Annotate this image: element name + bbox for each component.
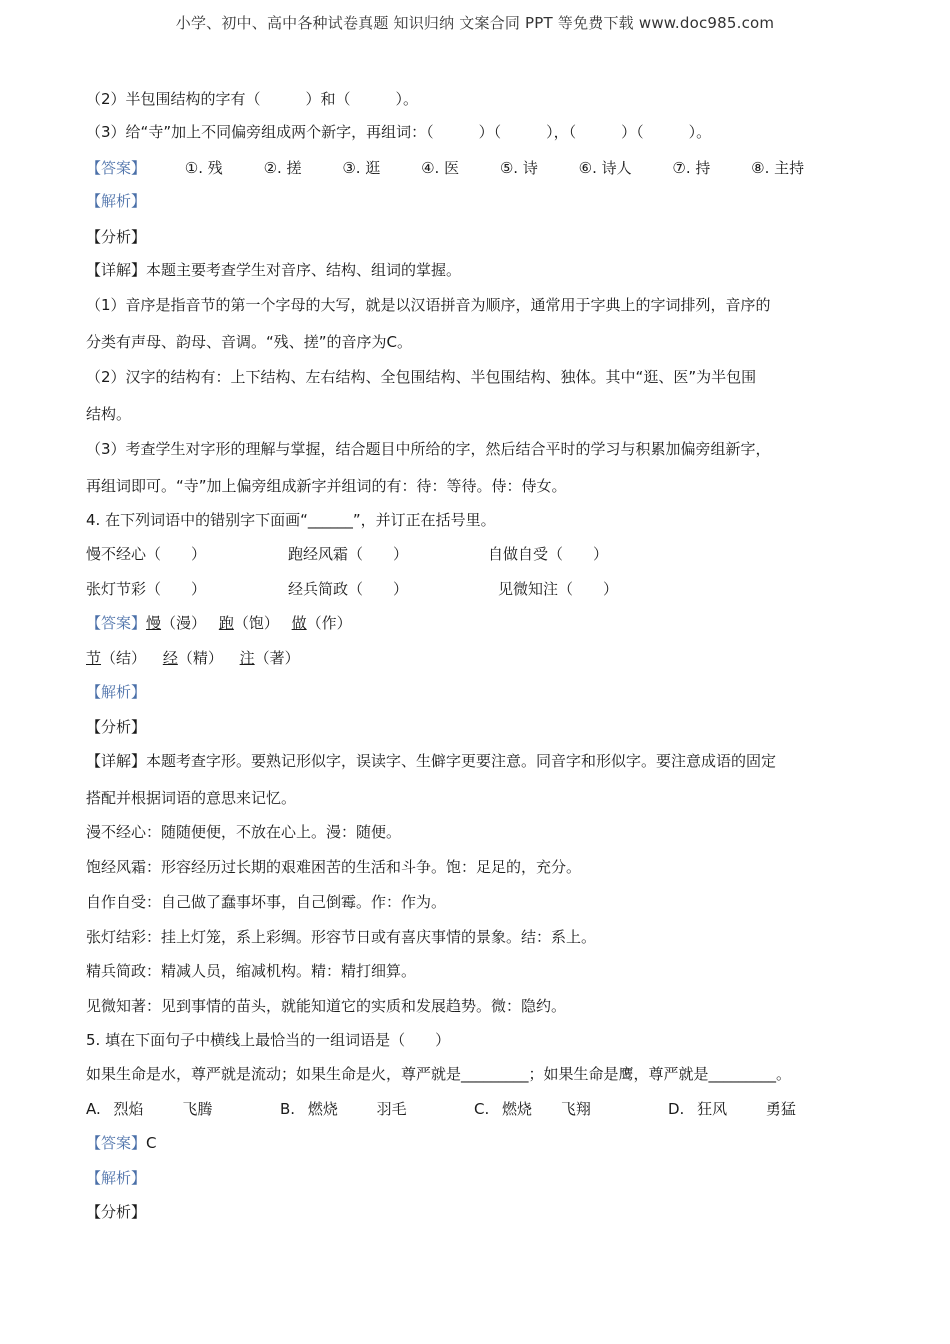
option-label: B.: [280, 1100, 296, 1118]
q4-word: 跑经风霜（ ）: [288, 545, 409, 563]
q4-detail-a: 【详解】本题考查字形。要熟记形似字，误读字、生僻字更要注意。同音字和形似字。要注意成语的固定: [86, 752, 777, 770]
q3-p1b: 分类有声母、韵母、音调。“残、搓”的音序为C。: [86, 333, 413, 351]
q4-analysis-label: 【解析】: [86, 683, 147, 701]
q3-p2b: 结构。: [86, 405, 132, 423]
answer-item: ⑦. 持: [672, 159, 711, 177]
answer-value: C: [146, 1134, 157, 1152]
answer-item: ⑥. 诗人: [578, 159, 632, 177]
q3-detail: 【详解】本题主要考查学生对音序、结构、组词的掌握。: [86, 261, 462, 279]
answer-item: ⑧. 主持: [751, 159, 805, 177]
answer-char: 做: [291, 614, 307, 632]
q4-detail-b: 搭配并根据词语的意思来记忆。: [86, 789, 297, 807]
option-word: 飞腾: [182, 1100, 213, 1118]
answer-char: 经: [162, 649, 178, 667]
q4-word: 慢不经心（ ）: [86, 545, 207, 563]
q4-answer-row2: [86, 647, 300, 669]
answer-item: ②. 搓: [263, 159, 302, 177]
answer-char: 注: [239, 649, 255, 667]
page-header: 小学、初中、高中各种试卷真题 知识归纳 文案合同 PPT 等免费下载 www.doc985.com: [175, 14, 775, 32]
answer-char: 节: [86, 649, 102, 667]
answer-fix: （结）: [101, 649, 147, 667]
q3-line2: （2）半包围结构的字有（ ）和（ ）。: [86, 90, 419, 108]
q3-answer: [86, 157, 804, 179]
q3-p3b: 再组词即可。“寺”加上偏旁组成新字并组词的有：待：等待。侍：侍女。: [86, 477, 567, 495]
answer-char: 跑: [218, 614, 234, 632]
q4-explain: 精兵简政：精减人员，缩减机构。精：精打细算。: [86, 962, 417, 980]
answer-item: ④. 医: [421, 159, 460, 177]
q4-word: 张灯节彩（ ）: [86, 580, 207, 598]
q4-word: 经兵简政（ ）: [288, 580, 409, 598]
answer-item: ③. 逛: [342, 159, 381, 177]
q3-fenxi: 【分析】: [86, 228, 147, 246]
option-word: 飞翔: [560, 1100, 591, 1118]
answer-item: ①. 残: [184, 159, 223, 177]
option-word: 羽毛: [376, 1100, 407, 1118]
answer-fix: （作）: [306, 614, 352, 632]
option-label: C.: [474, 1100, 490, 1118]
option-word: 烈焰: [113, 1100, 144, 1118]
q4-explain: 张灯结彩：挂上灯笼，系上彩绸。形容节日或有喜庆事情的景象。结：系上。: [86, 928, 597, 946]
option-label: D.: [668, 1100, 685, 1118]
option-word: 狂风: [697, 1100, 728, 1118]
answer-char: 慢: [146, 614, 162, 632]
answer-item: ⑤. 诗: [499, 159, 538, 177]
q5-title: 5. 填在下面句子中横线上最恰当的一组词语是（ ）: [86, 1031, 451, 1049]
q3-p3a: （3）考查学生对字形的理解与掌握，结合题目中所给的字，然后结合平时的学习与积累加偏旁组新字，: [86, 440, 771, 458]
answer-label: 【答案】: [86, 614, 147, 632]
q4-explain: 饱经风霜：形容经历过长期的艰难困苦的生活和斗争。饱：足足的，充分。: [86, 858, 582, 876]
q4-explain: 自作自受：自己做了蠢事坏事，自己倒霉。作：作为。: [86, 893, 447, 911]
q4-explain: 见微知著：见到事情的苗头，就能知道它的实质和发展趋势。微：隐约。: [86, 997, 567, 1015]
q5-option-a: [86, 1098, 212, 1120]
q5-option-b: [280, 1098, 407, 1120]
q5-sentence: 如果生命是水，尊严就是流动；如果生命是火，尊严就是_________；如果生命是鹰，尊严就是_________。: [86, 1065, 792, 1083]
option-word: 燃烧: [307, 1100, 338, 1118]
q5-option-d: [668, 1098, 796, 1120]
q3-p2a: （2）汉字的结构有：上下结构、左右结构、全包围结构、半包围结构、独体。其中“逛、医”为半包围: [86, 368, 757, 386]
answer-fix: （饱）: [233, 614, 279, 632]
q4-explain: 漫不经心：随随便便，不放在心上。漫：随便。: [86, 823, 402, 841]
answer-label: 【答案】: [86, 159, 147, 177]
q5-answer: [86, 1132, 157, 1154]
answer-fix: （精）: [177, 649, 223, 667]
option-word: 勇猛: [765, 1100, 796, 1118]
answer-fix: （漫）: [161, 614, 207, 632]
q4-fenxi: 【分析】: [86, 718, 147, 736]
q3-line3: （3）给“寺”加上不同偏旁组成两个新字，再组词：（ ）（ ），（ ）（ ）。: [86, 123, 712, 141]
option-word: 燃烧: [502, 1100, 533, 1118]
q5-option-c: [474, 1098, 591, 1120]
q4-answer-row1: [86, 612, 352, 634]
q5-analysis-label: 【解析】: [86, 1169, 147, 1187]
option-label: A.: [86, 1100, 101, 1118]
q4-word: 见微知注（ ）: [498, 580, 619, 598]
q5-fenxi: 【分析】: [86, 1203, 147, 1221]
answer-fix: （著）: [254, 649, 300, 667]
q4-word: 自做自受（ ）: [488, 545, 609, 563]
q3-p1a: （1）音序是指音节的第一个字母的大写，就是以汉语拼音为顺序，通常用于字典上的字词排列，音序的: [86, 296, 771, 314]
answer-label: 【答案】: [86, 1134, 147, 1152]
q3-analysis-label: 【解析】: [86, 192, 147, 210]
q4-title: 4. 在下列词语中的错别字下面画“______”，并订正在括号里。: [86, 511, 496, 529]
